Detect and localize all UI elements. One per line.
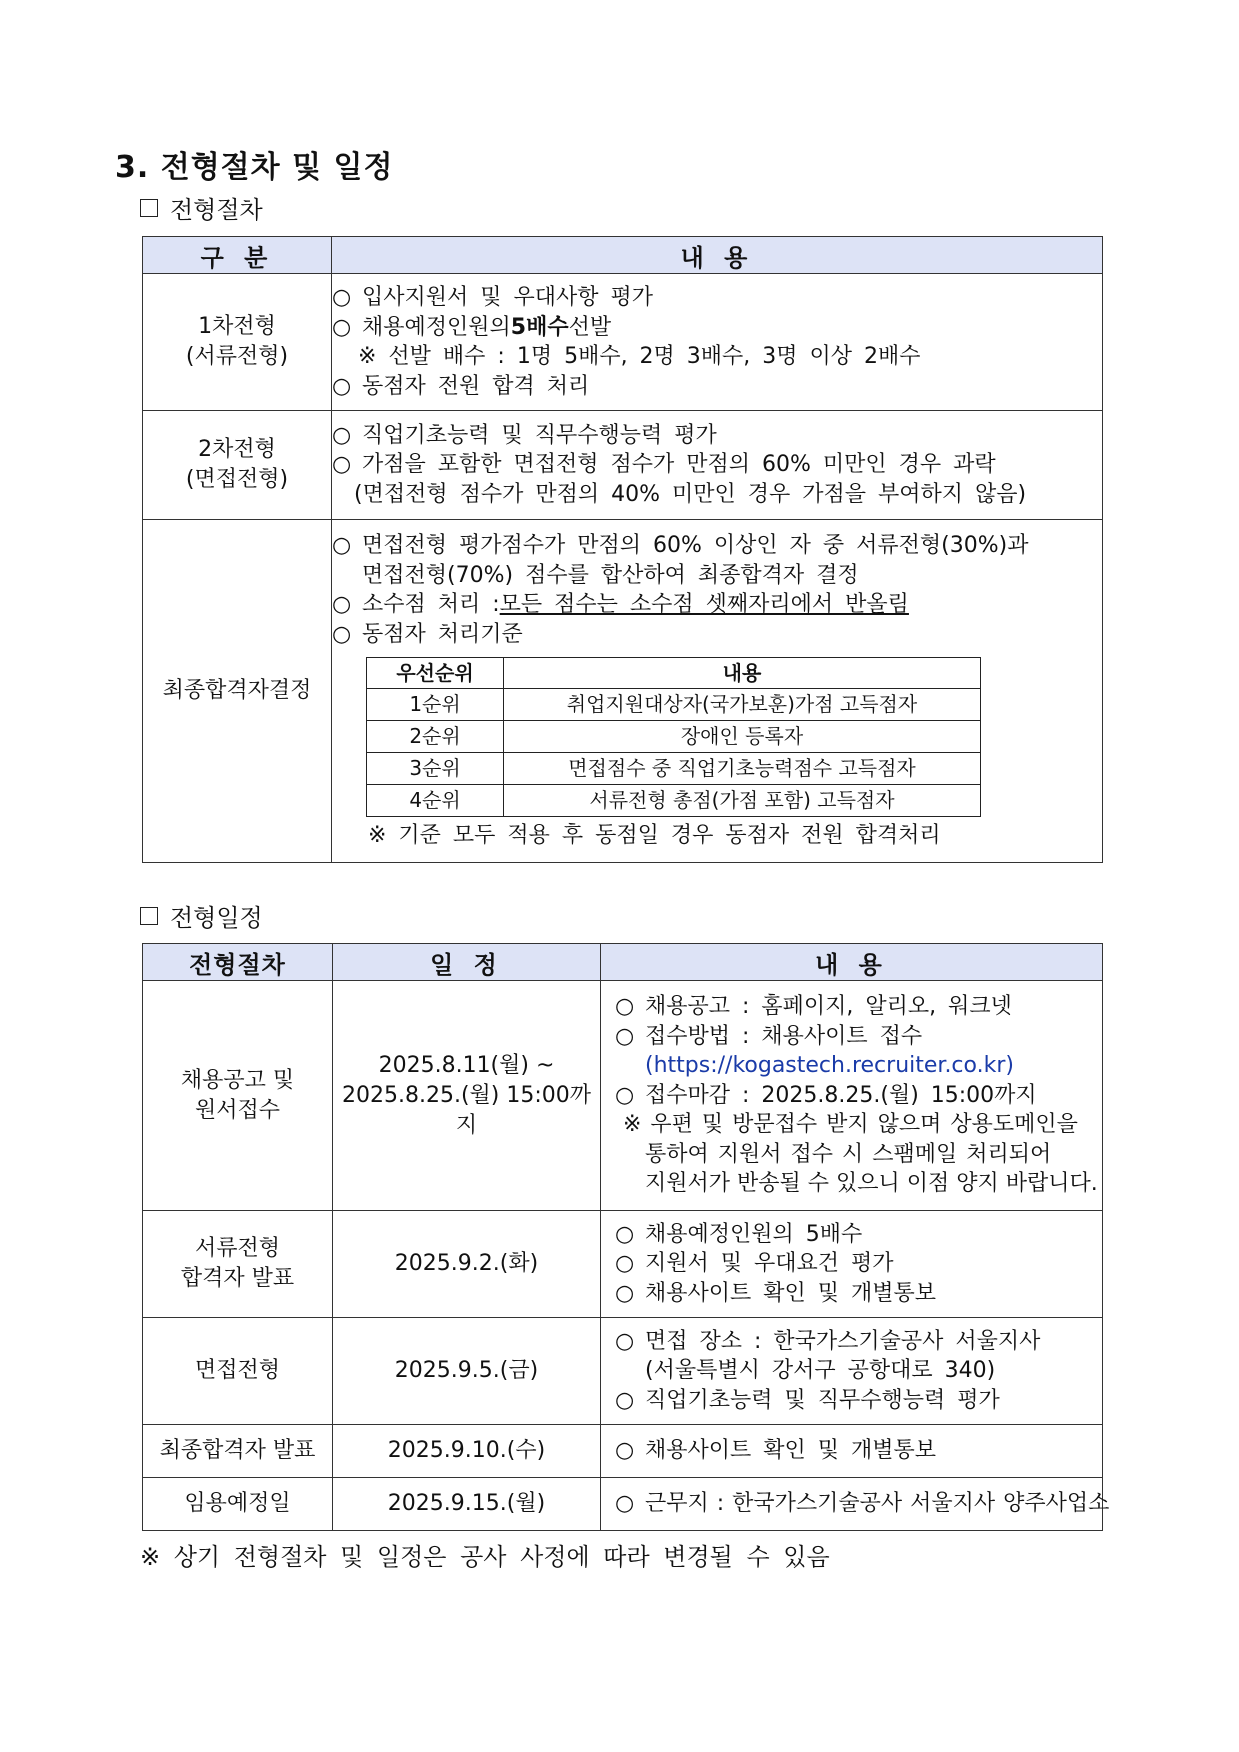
circle-bullet-icon: ○ (332, 285, 352, 310)
list-item (332, 450, 1102, 480)
schedule-heading (140, 898, 263, 933)
list-item (332, 313, 1102, 343)
circle-bullet-icon: ○ (332, 314, 352, 340)
stage-label: 면접전형 (194, 1358, 280, 1383)
table-row (367, 721, 981, 753)
content-cell (601, 1318, 1103, 1425)
date-text: 2025.9.2.(화) (394, 1251, 539, 1276)
stage-cell (143, 1318, 333, 1425)
stage-label: 임용예정일 (184, 1491, 291, 1516)
item-text: 채용예정인원의 (362, 314, 511, 340)
item-underlined-text: 모든 점수는 소수점 셋째자리에서 반올림 (499, 592, 909, 618)
date-cell (333, 1318, 601, 1425)
note-line: 지원서가 반송될 수 있으니 이점 양지 바랍니다. (645, 1171, 1098, 1197)
section-title: 3. 전형절차 및 일정 (115, 150, 394, 185)
content-cell (332, 520, 1103, 863)
list-item (615, 1081, 1098, 1111)
item-text: 면접 장소 : 한국가스기술공사 서울지사 (645, 1328, 1041, 1354)
note-line: ※ 기준 모두 적용 후 동점일 경우 동점자 전원 합격처리 (368, 823, 941, 849)
priority-content: 취업지원대상자(국가보훈)가점 고득점자 (504, 689, 981, 721)
col-header-content: 내 용 (332, 237, 1103, 274)
note-line: ※ 우편 및 방문접수 받지 않으며 상용도메인을 (623, 1112, 1078, 1138)
date-cell (333, 1478, 601, 1531)
content-cell (601, 1478, 1110, 1531)
list-item (615, 1327, 1102, 1357)
circle-bullet-icon: ○ (615, 1280, 635, 1306)
col-header-category: 구 분 (143, 237, 332, 274)
list-item (332, 620, 1102, 650)
table-row (367, 753, 981, 785)
procedure-header-row (143, 237, 1103, 274)
stage-cell (143, 981, 333, 1211)
date-text: 2025.9.15.(월) (387, 1491, 546, 1516)
footnote: ※ 상기 전형절차 및 일정은 공사 사정에 따라 변경될 수 있음 (140, 1543, 830, 1571)
procedure-row-final (143, 520, 1103, 863)
list-item (332, 421, 1102, 451)
circle-bullet-icon: ○ (615, 1491, 635, 1517)
list-item (332, 372, 1102, 402)
note-line: ※ 선발 배수 : 1명 5배수, 2명 3배수, 3명 이상 2배수 (358, 344, 921, 369)
circle-bullet-icon: ○ (615, 994, 635, 1020)
priority-content: 장애인 등록자 (504, 721, 981, 753)
col-header-procedure: 전형절차 (143, 944, 333, 981)
col-header-content: 내 용 (601, 944, 1103, 981)
stage-label: 2차전형 (198, 437, 276, 462)
item-text: 동점자 처리기준 (362, 621, 523, 647)
circle-bullet-icon: ○ (615, 1251, 635, 1277)
circle-bullet-icon: ○ (332, 373, 352, 399)
content-cell (601, 981, 1103, 1211)
priority-rank: 4순위 (367, 785, 504, 817)
priority-header-rank: 우선순위 (367, 658, 504, 689)
content-cell (601, 1211, 1103, 1318)
note-line: 통하여 지원서 접수 시 스팸메일 처리되어 (645, 1141, 1052, 1167)
item-text: 접수마감 : 2025.8.25.(월) 15:00까지 (645, 1082, 1037, 1108)
date-text: 2025.8.25.(월) 15:00까지 (341, 1082, 592, 1138)
date-text: 2025.9.5.(금) (394, 1358, 539, 1383)
stage-cell (143, 411, 332, 520)
stage-label: 서류전형 (194, 1236, 280, 1261)
procedure-heading (140, 190, 263, 225)
stage-cell (143, 274, 332, 411)
circle-bullet-icon: ○ (332, 452, 352, 478)
list-item (615, 1386, 1102, 1416)
priority-content: 면접점수 중 직업기초능력점수 고득점자 (504, 753, 981, 785)
list-item (615, 1436, 1102, 1466)
procedure-row-stage2 (143, 411, 1103, 520)
schedule-header-row (143, 944, 1103, 981)
stage-label: 채용공고 및 (180, 1067, 295, 1093)
note-line: (면접전형 점수가 만점의 40% 미만인 경우 가점을 부여하지 않음) (354, 481, 1027, 507)
list-item (615, 992, 1098, 1022)
circle-bullet-icon: ○ (332, 592, 352, 618)
priority-header-row (367, 658, 981, 689)
priority-rank: 3순위 (367, 753, 504, 785)
stage-cell (143, 520, 332, 863)
circle-bullet-icon: ○ (615, 1082, 635, 1108)
list-item (615, 1279, 1102, 1309)
list-item (615, 1249, 1102, 1279)
checkbox-square-icon (140, 199, 158, 217)
item-text: 접수방법 : 채용사이트 접수 (645, 1023, 923, 1049)
priority-header-content: 내용 (504, 658, 981, 689)
stage-cell (143, 1478, 333, 1531)
stage-cell (143, 1211, 333, 1318)
schedule-row-appointment (143, 1478, 1103, 1531)
date-cell (333, 1425, 601, 1478)
checkbox-square-icon (140, 907, 158, 925)
list-item (332, 590, 1102, 620)
stage-sublabel: (서류전형) (185, 344, 289, 369)
procedure-row-stage1 (143, 274, 1103, 411)
schedule-heading-text: 전형일정 (170, 904, 263, 932)
date-cell (333, 1211, 601, 1318)
list-item (332, 283, 1102, 313)
table-row (367, 689, 981, 721)
circle-bullet-icon: ○ (615, 1328, 635, 1354)
item-text: 직업기초능력 및 직무수행능력 평가 (362, 422, 717, 448)
list-item-continuation: (서울특별시 강서구 공항대로 340) (645, 1358, 996, 1384)
stage-label: 최종합격자결정 (162, 678, 312, 703)
stage-cell (143, 1425, 333, 1478)
content-cell (601, 1425, 1103, 1478)
content-cell (332, 274, 1103, 411)
date-cell (333, 981, 601, 1211)
procedure-table (142, 236, 1103, 863)
recruit-site-link[interactable]: (https://kogastech.recruiter.co.kr) (645, 1053, 1014, 1079)
stage-sublabel: 합격자 발표 (180, 1266, 295, 1291)
item-bold-text: 5배수 (510, 314, 569, 340)
priority-content: 서류전형 총점(가점 포함) 고득점자 (504, 785, 981, 817)
stage-sublabel: 원서접수 (194, 1097, 280, 1123)
item-text: 근무지 : 한국가스기술공사 서울지사 양주사업소 (645, 1491, 1110, 1517)
schedule-row-announcement (143, 981, 1103, 1211)
item-text: 지원서 및 우대요건 평가 (645, 1251, 894, 1277)
item-text: 가점을 포함한 면접전형 점수가 만점의 60% 미만인 경우 과락 (362, 452, 996, 478)
priority-table (366, 657, 981, 817)
stage-label: 1차전형 (198, 314, 276, 339)
circle-bullet-icon: ○ (332, 533, 352, 559)
stage-sublabel: (면접전형) (185, 467, 289, 492)
item-text: 채용사이트 확인 및 개별통보 (645, 1280, 937, 1306)
date-text: 2025.9.10.(수) (387, 1438, 546, 1463)
list-item (332, 531, 1102, 561)
list-item (615, 1489, 1110, 1519)
item-text: 채용사이트 확인 및 개별통보 (645, 1438, 937, 1464)
list-item-continuation: 면접전형(70%) 점수를 합산하여 최종합격자 결정 (362, 562, 859, 588)
item-text: 채용예정인원의 5배수 (645, 1221, 863, 1247)
circle-bullet-icon: ○ (332, 621, 352, 647)
priority-rank: 1순위 (367, 689, 504, 721)
schedule-row-interview (143, 1318, 1103, 1425)
item-text: 소수점 처리 : (362, 592, 500, 618)
circle-bullet-icon: ○ (615, 1023, 635, 1049)
item-text: 동점자 전원 합격 처리 (362, 373, 590, 399)
content-cell (332, 411, 1103, 520)
table-row (367, 785, 981, 817)
item-text: 채용공고 : 홈페이지, 알리오, 워크넷 (645, 994, 1012, 1020)
item-text: 직업기초능력 및 직무수행능력 평가 (645, 1387, 1000, 1413)
date-text: 2025.8.11(월) ~ (378, 1052, 555, 1078)
circle-bullet-icon: ○ (332, 422, 352, 448)
item-text: 면접전형 평가점수가 만점의 60% 이상인 자 중 서류전형(30%)과 (362, 533, 1029, 559)
col-header-date: 일 정 (333, 944, 601, 981)
priority-rank: 2순위 (367, 721, 504, 753)
list-item (615, 1220, 1102, 1250)
schedule-table (142, 943, 1110, 1531)
item-text: 선발 (568, 314, 612, 340)
schedule-row-final-result (143, 1425, 1103, 1478)
stage-label: 최종합격자 발표 (159, 1438, 316, 1463)
item-text: 입사지원서 및 우대사항 평가 (362, 285, 654, 310)
schedule-row-document-result (143, 1211, 1103, 1318)
circle-bullet-icon: ○ (615, 1387, 635, 1413)
circle-bullet-icon: ○ (615, 1221, 635, 1247)
procedure-heading-text: 전형절차 (170, 196, 263, 224)
list-item (615, 1022, 1098, 1052)
circle-bullet-icon: ○ (615, 1438, 635, 1464)
